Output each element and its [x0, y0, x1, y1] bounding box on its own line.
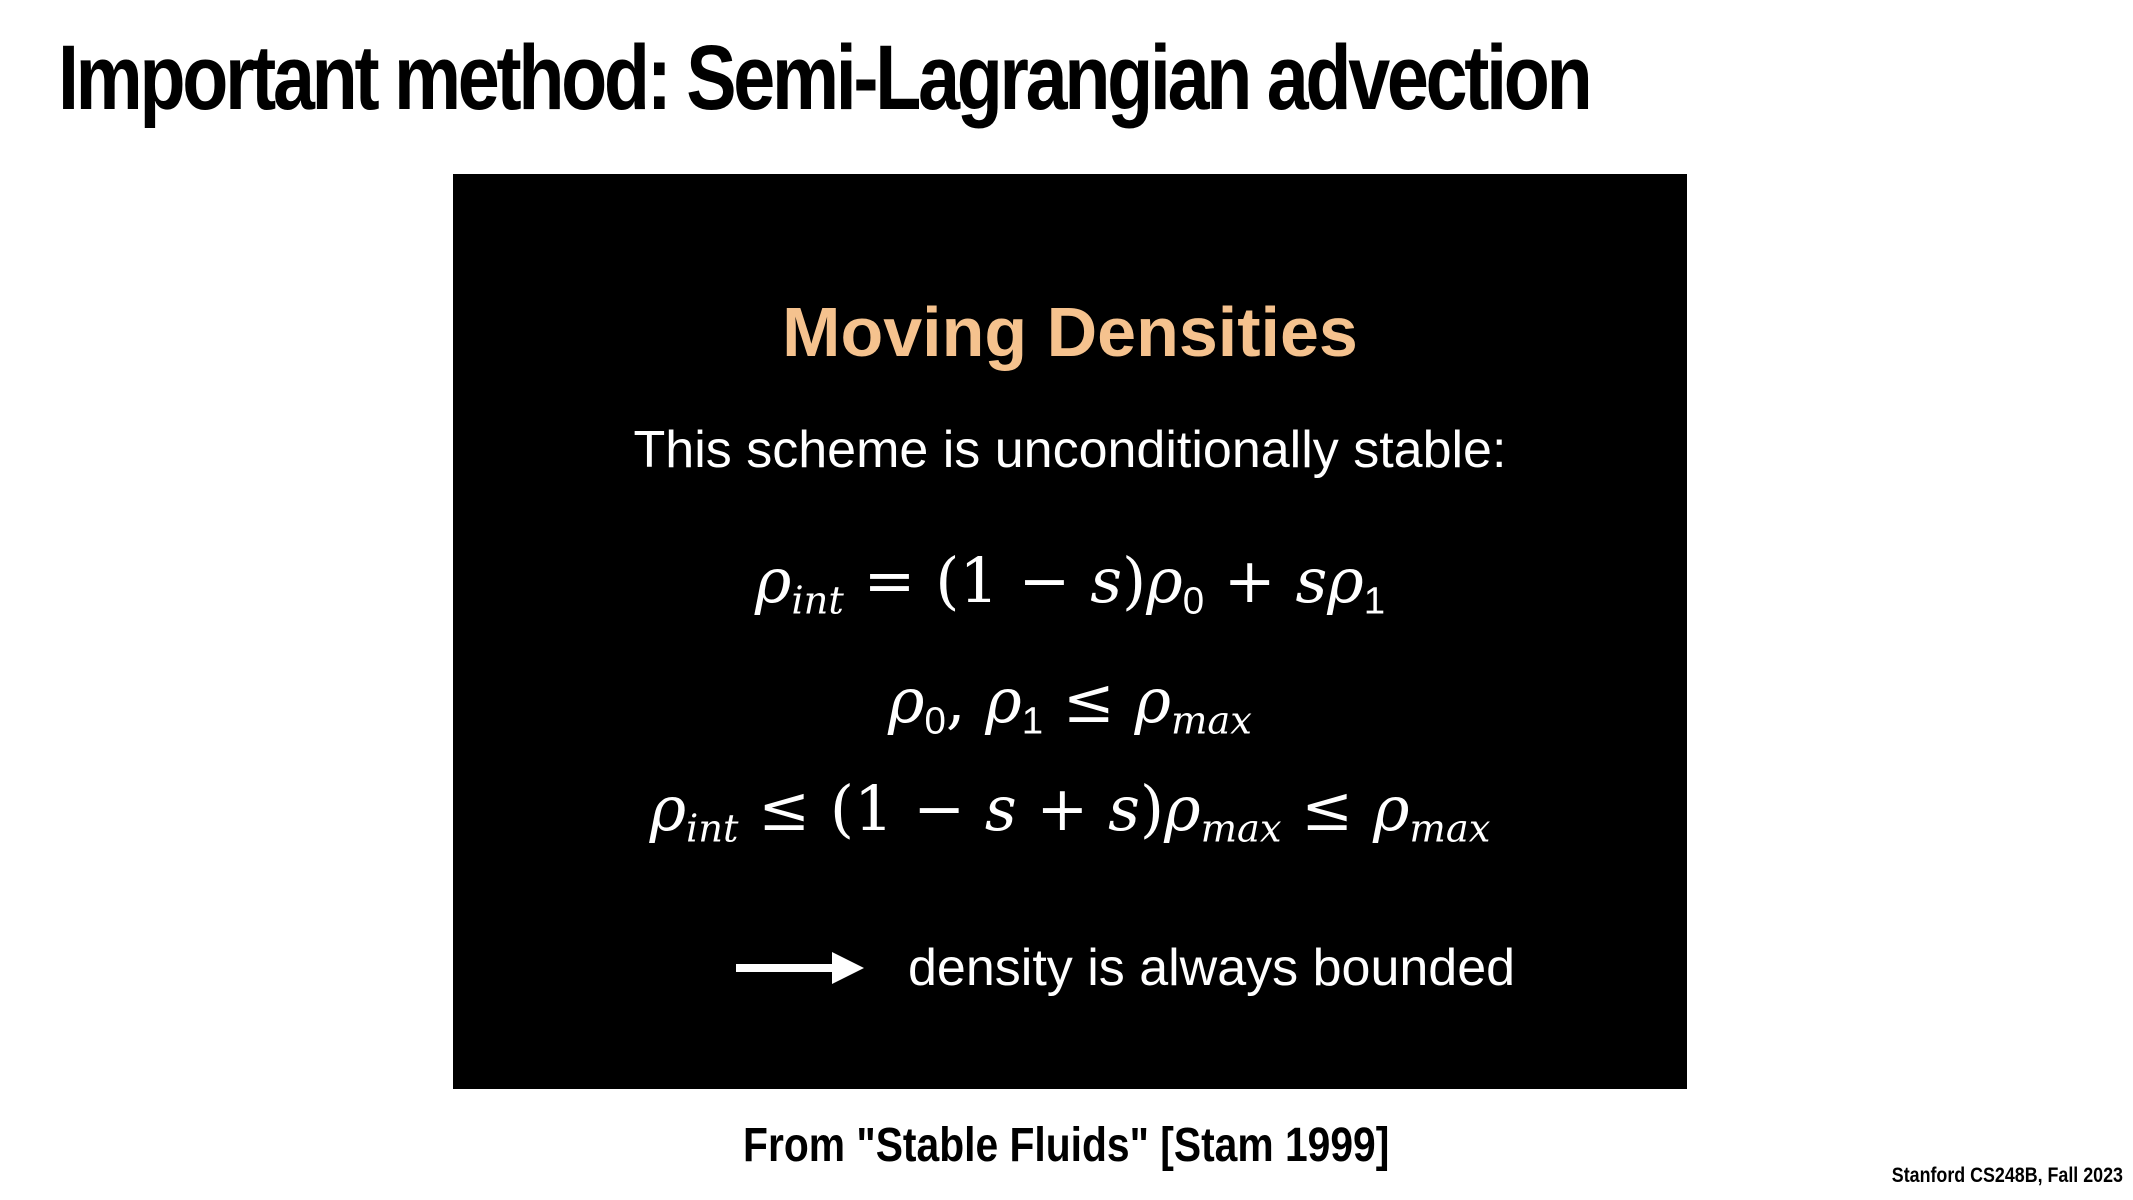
- equation-stability: $\rho_{int} \le (1 - s + s)\rho_{max} \le \rho_{max}$: [649, 772, 1491, 852]
- conclusion-text: density is always bounded: [908, 939, 1516, 997]
- right-arrow-icon: [736, 948, 866, 988]
- panel-subtitle: This scheme is unconditionally stable:: [633, 421, 1507, 479]
- equation-interpolation: $\rho_{int} = (1 - s)\rho_0 + s\rho_1$: [754, 544, 1386, 624]
- course-footer: Stanford CS248B, Fall 2023: [1891, 1164, 2123, 1187]
- figure-panel: [453, 174, 1687, 1089]
- figure-caption: From "Stable Fluids" [Stam 1999]: [743, 1119, 1390, 1172]
- equation-bounds: $\rho_0$, $\rho_1 \le \rho_{max}$: [888, 664, 1252, 744]
- panel-heading: Moving Densities: [782, 293, 1358, 371]
- slide-title: Important method: Semi-Lagrangian advection: [58, 27, 1590, 129]
- conclusion-row: [736, 938, 1515, 998]
